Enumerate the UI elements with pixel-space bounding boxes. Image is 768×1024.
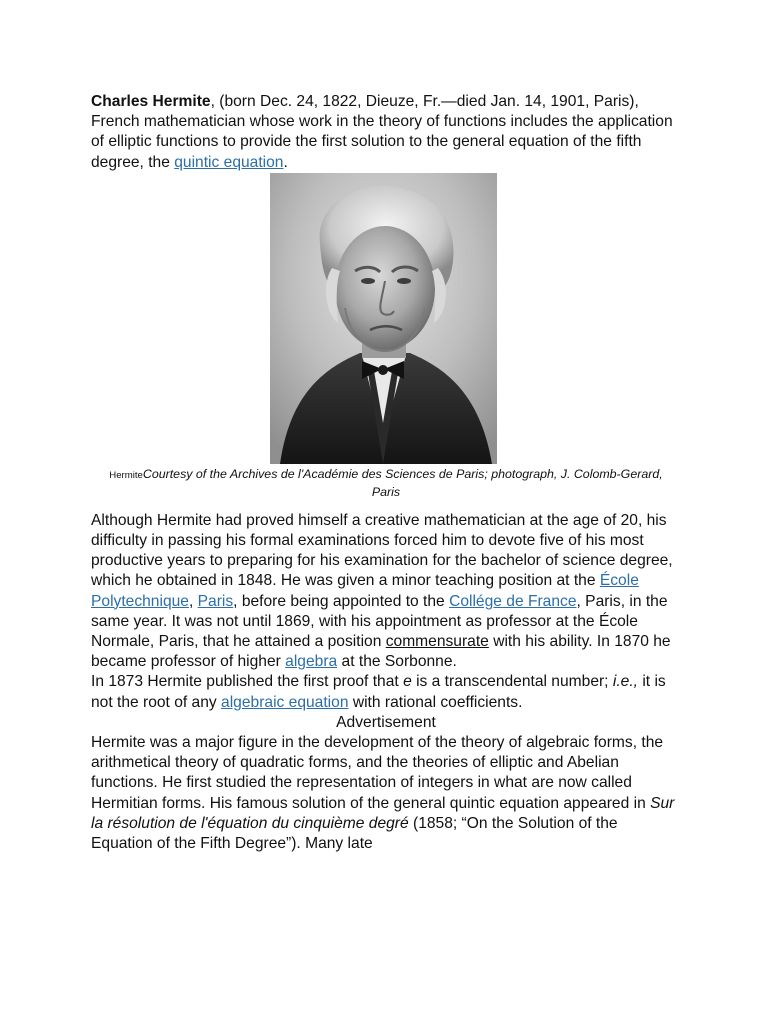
ecole-polytechnique-link[interactable]: École Polytechnique bbox=[91, 572, 639, 610]
forms-paragraph bbox=[91, 733, 681, 854]
paris-link[interactable]: Paris bbox=[197, 592, 234, 610]
intro-text-a: , (born Dec. 24, 1822, Dieuze, Fr.—died Jan. 14, 1901, Paris), French mathematician whose work in the theory of functions includes the application of elliptic functions to provide the first solution to the general equation of the fifth degree, the bbox=[91, 93, 673, 171]
forms-text-b: (1858; “On the Solution of the Equation of the Fifth Degree”). Many late bbox=[91, 814, 618, 853]
portrait-caption bbox=[91, 466, 681, 501]
career-text-d: with his ability. In 1870 he became professor of higher bbox=[91, 633, 671, 671]
forms-text-a: Hermite was a major figure in the development of the theory of algebraic forms, the arithmetical theory of quadratic forms, and the theories of elliptic and Abelian functions. He first studied the representation of integers in what are now called Hermitian forms. His famous solution of the general quintic equation appeared in bbox=[91, 734, 664, 812]
transcendental-text-a: In 1873 Hermite published the first proof that bbox=[91, 673, 404, 691]
transcendental-text-d: with rational coefficients. bbox=[348, 693, 523, 711]
career-text-b: , before being appointed to the bbox=[233, 592, 450, 610]
e-symbol: e bbox=[403, 673, 412, 691]
article-body bbox=[91, 92, 681, 854]
transcendental-text-c: it is not the root of any bbox=[91, 673, 666, 711]
algebra-link[interactable]: algebra bbox=[285, 653, 338, 671]
intro-text-b: . bbox=[283, 153, 288, 171]
hermite-portrait-photo bbox=[270, 173, 497, 464]
quintic-equation-link[interactable]: quintic equation bbox=[174, 153, 284, 171]
quintic-paper-title: Sur la résolution de l'équation du cinquième degré bbox=[91, 794, 675, 832]
career-paragraph bbox=[91, 511, 681, 673]
main-text bbox=[91, 511, 681, 854]
transcendental-paragraph bbox=[91, 672, 681, 712]
caption-credit: Courtesy of the Archives de l'Académie des Sciences de Paris; photograph, J. Colomb-Gerard, Paris bbox=[142, 466, 663, 499]
subject-name: Charles Hermite bbox=[91, 93, 211, 110]
transcendental-text-b: is a transcendental number; bbox=[411, 673, 613, 691]
intro-paragraph bbox=[91, 92, 681, 173]
commensurate-term-link[interactable]: commensurate bbox=[385, 633, 489, 651]
algebraic-equation-link[interactable]: algebraic equation bbox=[221, 693, 349, 711]
career-comma: , bbox=[188, 592, 198, 610]
caption-alt-tag: Hermite bbox=[109, 469, 143, 481]
advertisement-label: Advertisement bbox=[336, 713, 436, 731]
career-text-e: at the Sorbonne. bbox=[337, 653, 457, 671]
portrait-figure bbox=[91, 173, 681, 501]
college-de-france-link[interactable]: Collége de France bbox=[449, 592, 577, 610]
ie-abbrev: i.e., bbox=[612, 673, 638, 691]
career-text-c: , Paris, in the same year. It was not until 1869, with his appointment as professor at the École Normale, Paris, that he attained a position bbox=[91, 592, 668, 651]
career-text-a: Although Hermite had proved himself a creative mathematician at the age of 20, his difficulty in passing his formal examinations forced him to devote five of his most productive years to preparing for his examination for the bachelor of science degree, which he obtained in 1848. He was given a minor teaching position at the bbox=[91, 511, 673, 590]
